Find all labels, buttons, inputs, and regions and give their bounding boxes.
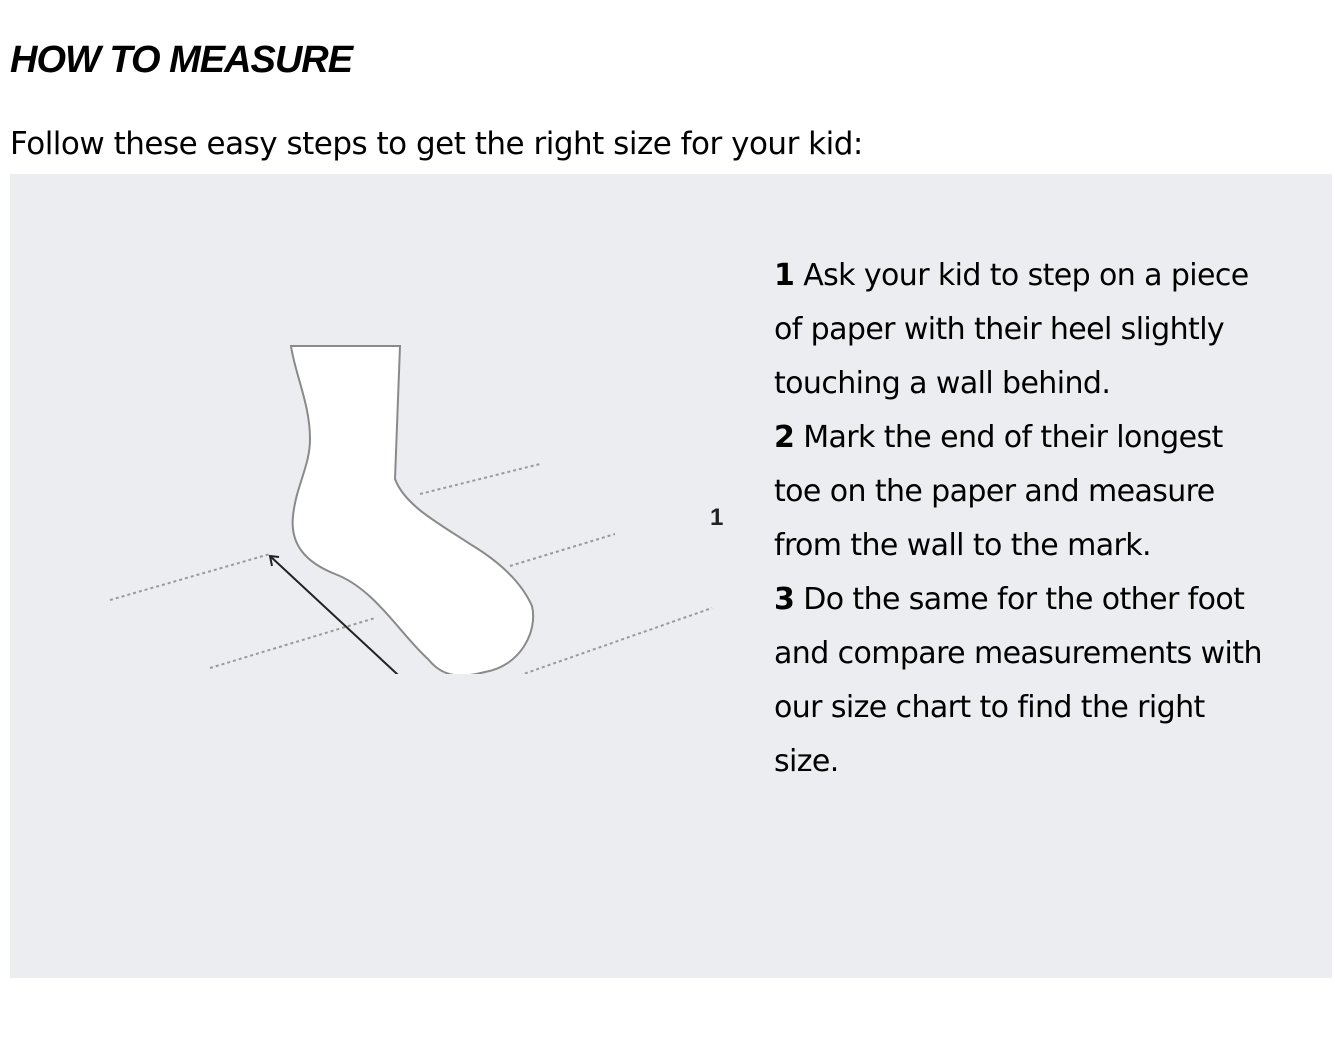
guide-line-top bbox=[420, 464, 540, 494]
step-number: 1 bbox=[774, 258, 795, 293]
steps-list bbox=[774, 249, 1274, 789]
measure-panel bbox=[10, 174, 1332, 978]
step-text: Mark the end of their longest toe on the paper and measure from the wall to the mark. bbox=[774, 420, 1223, 563]
page-subtitle: Follow these easy steps to get the right size for your kid: bbox=[10, 126, 863, 162]
step-3 bbox=[774, 573, 1274, 789]
step-1 bbox=[774, 249, 1274, 411]
foot-outline bbox=[291, 346, 533, 674]
step-number: 3 bbox=[774, 582, 795, 617]
step-text: Ask your kid to step on a piece of paper with their heel slightly touching a wall behind. bbox=[774, 258, 1249, 401]
page-title: HOW TO MEASURE bbox=[10, 39, 353, 81]
guide-line-lower bbox=[210, 618, 375, 668]
marker-label: 1 bbox=[710, 504, 724, 531]
step-text: Do the same for the other foot and compare measurements with our size chart to find the right size. bbox=[774, 582, 1262, 779]
step-2 bbox=[774, 411, 1274, 573]
guide-line-middle bbox=[510, 534, 615, 566]
step-number: 2 bbox=[774, 420, 795, 455]
guide-line-heel bbox=[110, 554, 270, 600]
foot-measure-icon bbox=[100, 254, 740, 674]
